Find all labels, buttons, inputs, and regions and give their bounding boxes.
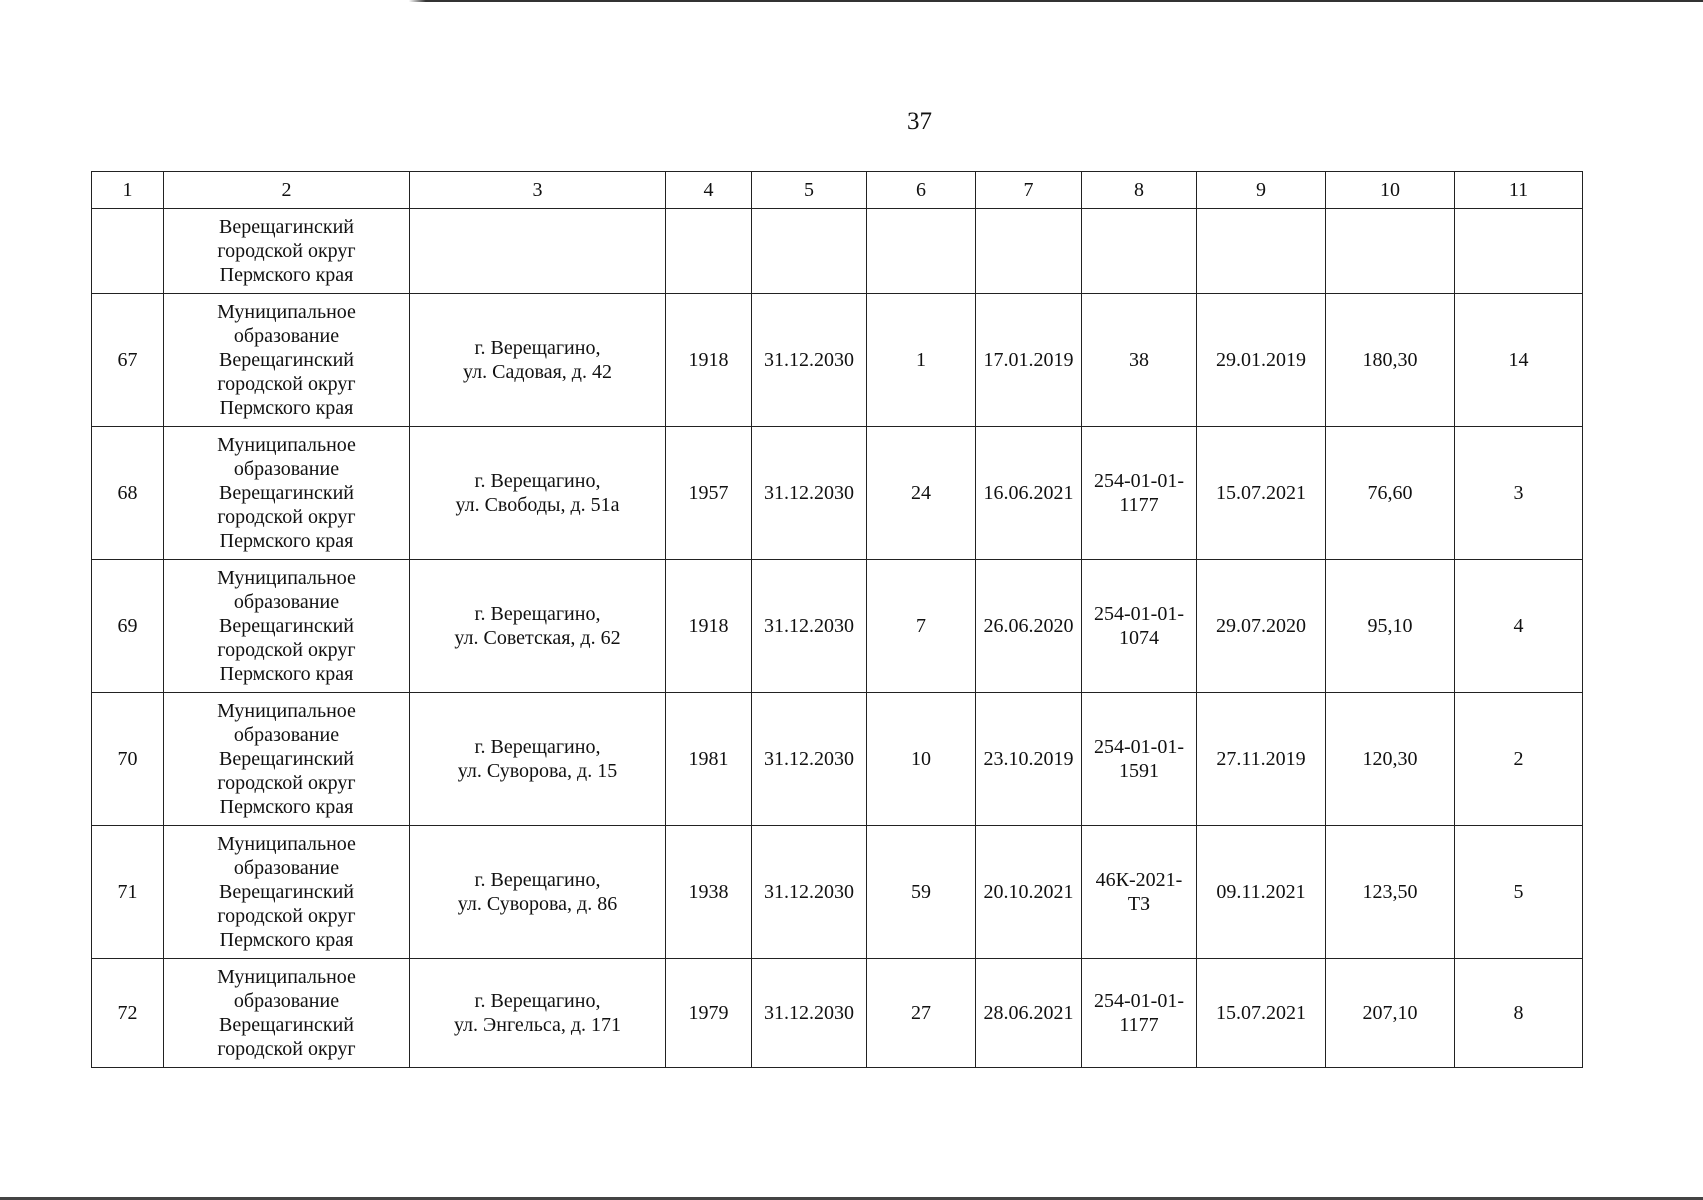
quantity-cell: 14	[1455, 294, 1583, 427]
table-row	[92, 294, 1583, 427]
owner-line: городской округ	[217, 1038, 356, 1060]
owner-line: Муниципальное	[217, 301, 356, 323]
date-cell: 17.01.2019	[976, 294, 1082, 427]
register-table	[91, 171, 1583, 1068]
owner-line: Пермского края	[219, 663, 354, 685]
quantity-cell: 8	[1455, 959, 1583, 1068]
address-line: ул. Садовая, д. 42	[463, 361, 612, 383]
address-cell	[410, 560, 666, 693]
date-cell: 28.06.2021	[976, 959, 1082, 1068]
deadline-cell: 31.12.2030	[752, 427, 867, 560]
address-line: г. Верещагино,	[474, 603, 601, 625]
address-line: г. Верещагино,	[474, 736, 601, 758]
date-cell: 23.10.2019	[976, 693, 1082, 826]
area-cell: 120,30	[1326, 693, 1455, 826]
continuation-row	[92, 209, 1583, 294]
deadline-cell: 31.12.2030	[752, 294, 867, 427]
document-number-line: 38	[1129, 349, 1149, 371]
owner-cell	[164, 959, 410, 1068]
owner-line: городской округ	[217, 240, 356, 262]
document-number-line: ТЗ	[1127, 893, 1151, 915]
document-number-line: 254-01-01-	[1094, 736, 1184, 758]
owner-line: Верещагинский	[219, 216, 354, 238]
document-number-line: 1074	[1119, 627, 1159, 649]
table-row	[92, 560, 1583, 693]
owner-line: городской округ	[217, 639, 356, 661]
table-cell	[1197, 209, 1326, 294]
address-cell	[410, 427, 666, 560]
deadline-cell: 31.12.2030	[752, 693, 867, 826]
owner-line: Муниципальное	[217, 700, 356, 722]
header-cell: 4	[666, 172, 752, 209]
row-number-cell: 70	[92, 693, 164, 826]
date-cell: 16.06.2021	[976, 427, 1082, 560]
date-cell: 20.10.2021	[976, 826, 1082, 959]
row-number-cell: 72	[92, 959, 164, 1068]
owner-cell	[164, 294, 410, 427]
address-line: ул. Энгельса, д. 171	[453, 1014, 622, 1036]
row-number-cell: 68	[92, 427, 164, 560]
area-cell: 207,10	[1326, 959, 1455, 1068]
table-cell	[1082, 209, 1197, 294]
quantity-cell: 4	[1455, 560, 1583, 693]
count-cell: 24	[867, 427, 976, 560]
document-number-cell	[1082, 294, 1197, 427]
address-line: ул. Суворова, д. 86	[457, 893, 618, 915]
document-number-line: 1591	[1119, 760, 1159, 782]
quantity-cell: 3	[1455, 427, 1583, 560]
header-cell: 3	[410, 172, 666, 209]
address-cell	[410, 294, 666, 427]
document-number-cell	[1082, 427, 1197, 560]
year-cell: 1918	[666, 294, 752, 427]
scan-edge-top	[0, 0, 1703, 2]
count-cell: 1	[867, 294, 976, 427]
table-cell	[1455, 209, 1583, 294]
document-number-cell	[1082, 826, 1197, 959]
address-line: г. Верещагино,	[474, 337, 601, 359]
owner-line: Пермского края	[219, 264, 354, 286]
address-line: г. Верещагино,	[474, 869, 601, 891]
address-line: ул. Советская, д. 62	[454, 627, 621, 649]
owner-line: Верещагинский	[219, 1014, 354, 1036]
table-row	[92, 427, 1583, 560]
header-cell: 8	[1082, 172, 1197, 209]
year-cell: 1938	[666, 826, 752, 959]
owner-line: Пермского края	[219, 929, 354, 951]
header-cell: 9	[1197, 172, 1326, 209]
date-cell: 15.07.2021	[1197, 427, 1326, 560]
row-number-cell: 69	[92, 560, 164, 693]
owner-line: городской округ	[217, 506, 356, 528]
owner-line: образование	[233, 458, 340, 480]
table-row	[92, 693, 1583, 826]
header-row	[92, 172, 1583, 209]
document-number-cell	[1082, 959, 1197, 1068]
document-number-cell	[1082, 560, 1197, 693]
address-cell	[410, 826, 666, 959]
address-line: г. Верещагино,	[474, 470, 601, 492]
owner-line: Пермского края	[219, 796, 354, 818]
owner-cell	[164, 560, 410, 693]
address-cell	[410, 693, 666, 826]
document-number-line: 1177	[1119, 494, 1159, 516]
owner-line: Верещагинский	[219, 748, 354, 770]
table-cell	[92, 209, 164, 294]
header-cell: 11	[1455, 172, 1583, 209]
year-cell: 1981	[666, 693, 752, 826]
quantity-cell: 5	[1455, 826, 1583, 959]
table-cell	[976, 209, 1082, 294]
page-number: 37	[907, 108, 932, 135]
header-cell: 10	[1326, 172, 1455, 209]
owner-line: Муниципальное	[217, 567, 356, 589]
owner-line: Пермского края	[219, 397, 354, 419]
header-cell: 2	[164, 172, 410, 209]
owner-line: образование	[233, 724, 340, 746]
count-cell: 59	[867, 826, 976, 959]
document-number-line: 254-01-01-	[1094, 990, 1184, 1012]
document-number-cell	[1082, 693, 1197, 826]
date-cell: 29.01.2019	[1197, 294, 1326, 427]
table-cell	[867, 209, 976, 294]
owner-line: Верещагинский	[219, 349, 354, 371]
address-line: г. Верещагино,	[474, 990, 601, 1012]
owner-line: Пермского края	[219, 530, 354, 552]
count-cell: 7	[867, 560, 976, 693]
owner-line: Муниципальное	[217, 434, 356, 456]
year-cell: 1979	[666, 959, 752, 1068]
table-cell	[410, 209, 666, 294]
date-cell: 15.07.2021	[1197, 959, 1326, 1068]
owner-line: Муниципальное	[217, 833, 356, 855]
owner-cell	[164, 209, 410, 294]
header-cell: 1	[92, 172, 164, 209]
table-cell	[752, 209, 867, 294]
date-cell: 29.07.2020	[1197, 560, 1326, 693]
owner-line: образование	[233, 990, 340, 1012]
owner-line: городской округ	[217, 905, 356, 927]
owner-line: городской округ	[217, 772, 356, 794]
document-number-line: 254-01-01-	[1094, 603, 1184, 625]
header-cell: 5	[752, 172, 867, 209]
address-cell	[410, 959, 666, 1068]
document-number-line: 46К-2021-	[1095, 869, 1183, 891]
date-cell: 09.11.2021	[1197, 826, 1326, 959]
owner-cell	[164, 427, 410, 560]
table-cell	[666, 209, 752, 294]
owner-cell	[164, 826, 410, 959]
quantity-cell: 2	[1455, 693, 1583, 826]
owner-line: Верещагинский	[219, 615, 354, 637]
address-line: ул. Свободы, д. 51а	[455, 494, 620, 516]
owner-line: Муниципальное	[217, 966, 356, 988]
area-cell: 95,10	[1326, 560, 1455, 693]
document-number-line: 1177	[1119, 1014, 1159, 1036]
year-cell: 1918	[666, 560, 752, 693]
count-cell: 27	[867, 959, 976, 1068]
owner-line: городской округ	[217, 373, 356, 395]
area-cell: 76,60	[1326, 427, 1455, 560]
owner-line: образование	[233, 325, 340, 347]
count-cell: 10	[867, 693, 976, 826]
table-row	[92, 959, 1583, 1068]
table-row	[92, 826, 1583, 959]
area-cell: 123,50	[1326, 826, 1455, 959]
table-cell	[1326, 209, 1455, 294]
document-number-line: 254-01-01-	[1094, 470, 1184, 492]
header-cell: 7	[976, 172, 1082, 209]
area-cell: 180,30	[1326, 294, 1455, 427]
address-line: ул. Суворова, д. 15	[457, 760, 618, 782]
owner-cell	[164, 693, 410, 826]
row-number-cell: 71	[92, 826, 164, 959]
owner-line: Верещагинский	[219, 482, 354, 504]
owner-line: Верещагинский	[219, 881, 354, 903]
deadline-cell: 31.12.2030	[752, 560, 867, 693]
row-number-cell: 67	[92, 294, 164, 427]
date-cell: 27.11.2019	[1197, 693, 1326, 826]
year-cell: 1957	[666, 427, 752, 560]
deadline-cell: 31.12.2030	[752, 959, 867, 1068]
owner-line: образование	[233, 857, 340, 879]
owner-line: образование	[233, 591, 340, 613]
date-cell: 26.06.2020	[976, 560, 1082, 693]
header-cell: 6	[867, 172, 976, 209]
deadline-cell: 31.12.2030	[752, 826, 867, 959]
